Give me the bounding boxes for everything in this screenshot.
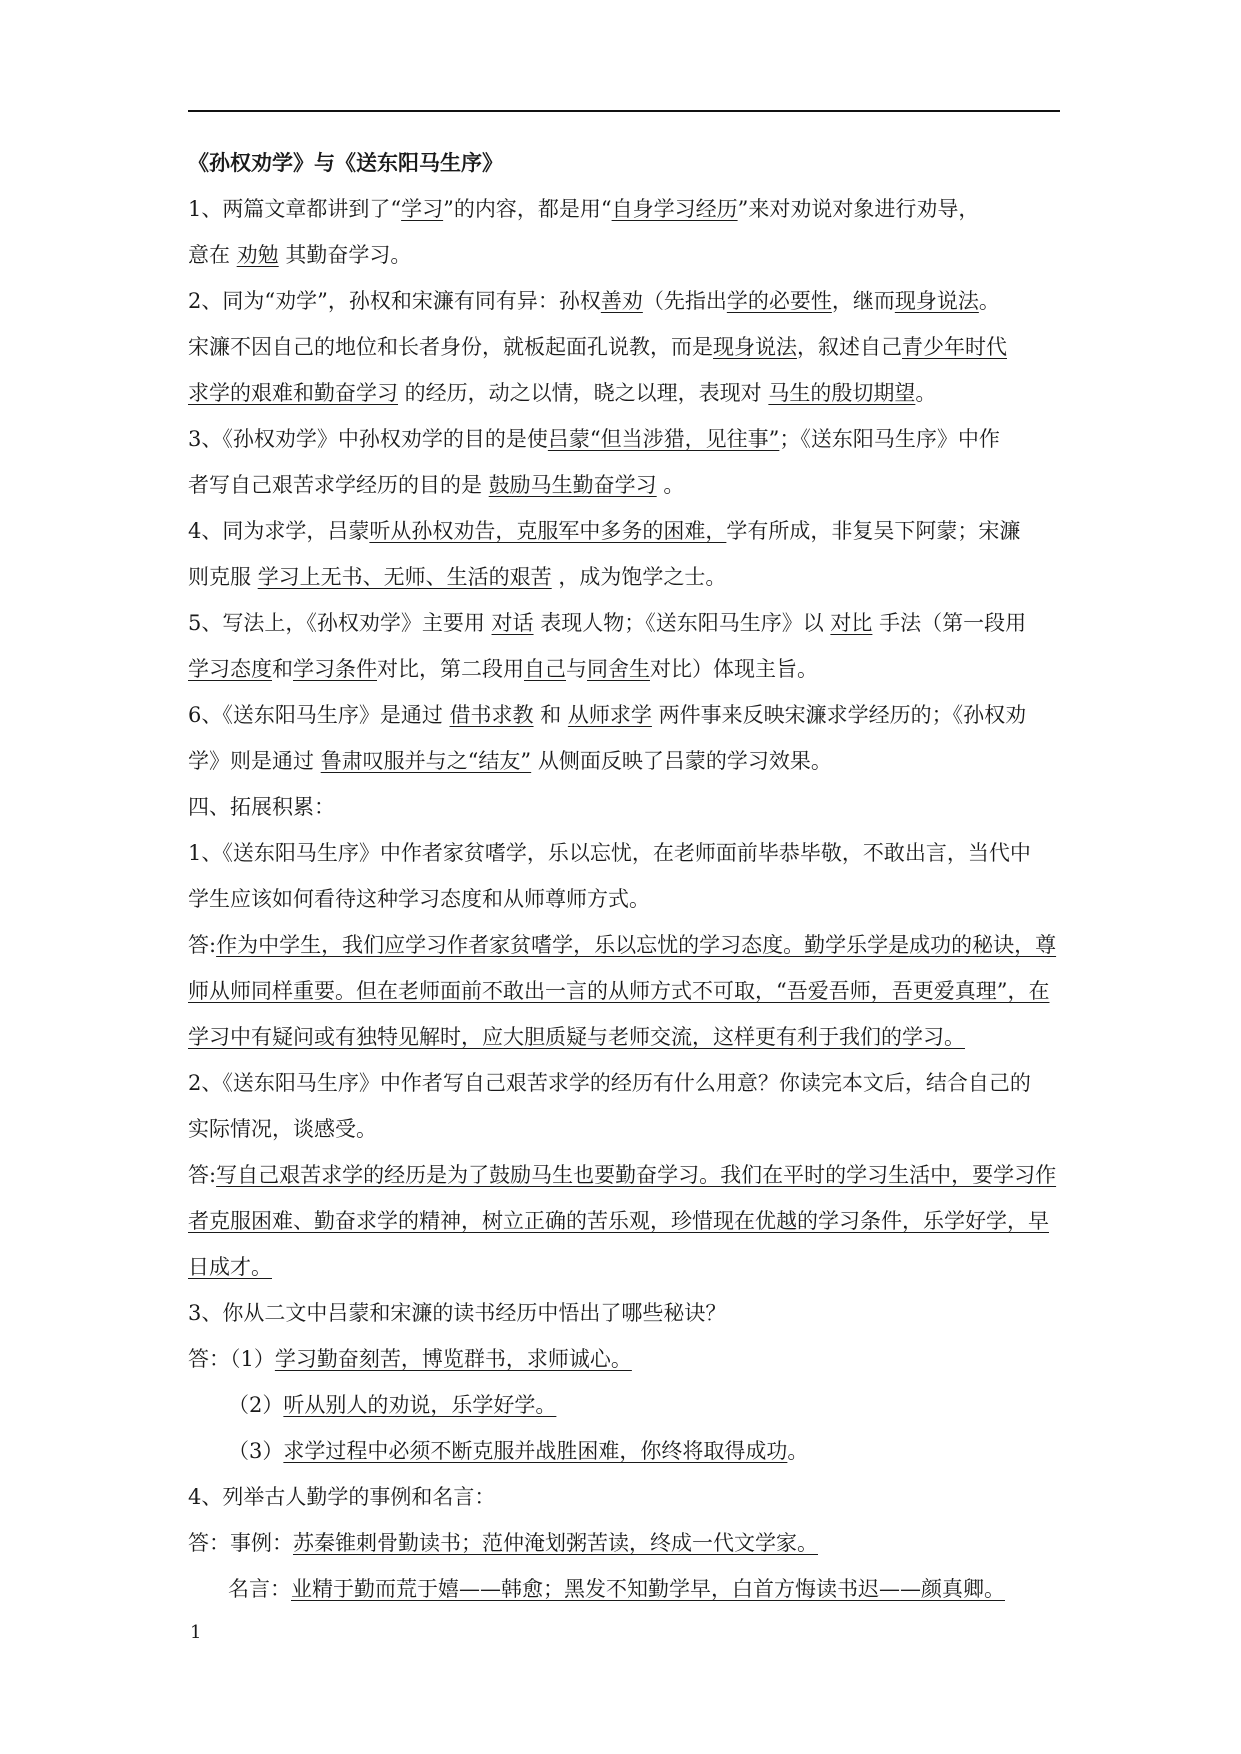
answer-3-item-2: （2）听从别人的劝说，乐学好学。 <box>228 1393 557 1417</box>
question-2-line-2: 实际情况，谈感受。 <box>188 1117 377 1141</box>
item-5-line-1: 5、写法上，《孙权劝学》主要用 对话 表现人物；《送东阳马生序》以 对比 手法（第一段用 <box>188 611 1027 635</box>
item-4-line-1: 4、同为求学，吕蒙听从孙权劝告，克服军中多务的困难，学有所成，非复吴下阿蒙；宋濂 <box>188 519 1021 543</box>
answer-prefix: 答: <box>188 933 217 957</box>
question-1-line-1: 1、《送东阳马生序》中作者家贫嗜学，乐以忘忧，在老师面前毕恭毕敬，不敢出言，当代中 <box>188 841 1031 865</box>
blank-answer: 劝勉 <box>236 243 279 267</box>
document-body <box>188 140 1068 1612</box>
item-6-line-1: 6、《送东阳马生序》是通过 借书求教 和 从师求学 两件事来反映宋濂求学经历的；《孙权劝 <box>188 703 1027 727</box>
blank-answer: 马生的殷切期望 <box>768 381 916 405</box>
blank-answer: 现身说法 <box>894 289 979 313</box>
blank-answer: 学的必要性 <box>726 289 832 313</box>
item-3-line-2: 者写自己艰苦求学经历的目的是 鼓励马生勤奋学习 。 <box>188 473 685 497</box>
item-2-line-3: 求学的艰难和勤奋学习 的经历，动之以情，晓之以理，表现对 马生的殷切期望。 <box>188 381 937 405</box>
answer-prefix: 答: <box>188 1163 217 1187</box>
answer-text: 听从别人的劝说，乐学好学。 <box>283 1393 557 1417</box>
answer-text: 写自己艰苦求学的经历是为了鼓励马生也要勤奋学习。我们在平时的学习生活中，要学习作者克服困难、勤奋求学的精神，树立正确的苦乐观，珍惜现在优越的学习条件，乐学好学，早日成才。 <box>188 1163 1057 1279</box>
blank-answer: 学习 <box>401 197 444 221</box>
blank-answer: 听从孙权劝告，克服军中多务的困难， <box>369 519 727 543</box>
blank-answer: 学习态度 <box>188 657 272 681</box>
answer-3-item-1: 答：（1）学习勤奋刻苦，博览群书，求师诚心。 <box>188 1347 632 1371</box>
document-title: 《孙权劝学》与《送东阳马生序》 <box>188 150 503 175</box>
answer-text: 苏秦锥刺骨勤读书；范仲淹划粥苦读，终成一代文学家。 <box>293 1531 818 1555</box>
answer-text: 业精于勤而荒于嬉——韩愈；黑发不知勤学早，白首方悔读书迟——颜真卿。 <box>291 1577 1005 1601</box>
blank-answer: 鼓励马生勤奋学习 <box>488 473 657 497</box>
header-rule <box>188 110 1060 112</box>
blank-answer: 鲁肃叹服并与之“结友” <box>320 749 532 773</box>
answer-3-item-3: （3）求学过程中必须不断克服并战胜困难，你终将取得成功。 <box>228 1439 809 1463</box>
answer-text: 作为中学生，我们应学习作者家贫嗜学，乐以忘忧的学习态度。勤学乐学是成功的秘诀，尊师从师同样重要。但在老师面前不敢出一言的从师方式不可取，“吾爱吾师，吾更爱真理”，在学习中有疑问或有独特见解时，应大胆质疑与老师交流，这样更有利于我们的学习。 <box>188 933 1057 1049</box>
page-number: 1 <box>190 1622 202 1643</box>
answer-1 <box>188 922 1068 1060</box>
answer-4-examples: 答：事例：苏秦锥刺骨勤读书；范仲淹划粥苦读，终成一代文学家。 <box>188 1531 818 1555</box>
item-6-line-2: 学》则是通过 鲁肃叹服并与之“结友” 从侧面反映了吕蒙的学习效果。 <box>188 749 832 773</box>
question-1-line-2: 学生应该如何看待这种学习态度和从师尊师方式。 <box>188 887 650 911</box>
blank-answer: 对比 <box>830 611 873 635</box>
answer-2 <box>188 1152 1068 1290</box>
blank-answer: 对话 <box>491 611 534 635</box>
answer-4-quotes: 名言：业精于勤而荒于嬉——韩愈；黑发不知勤学早，白首方悔读书迟——颜真卿。 <box>228 1577 1005 1601</box>
blank-answer: 自身学习经历 <box>611 197 738 221</box>
blank-answer: 吕蒙“但当涉猎，见往事” <box>547 427 780 451</box>
blank-answer: 同舍生 <box>587 657 650 681</box>
section-4-heading: 四、拓展积累： <box>188 795 335 819</box>
blank-answer: 学习上无书、无师、生活的艰苦 <box>257 565 552 589</box>
question-4: 4、列举古人勤学的事例和名言： <box>188 1485 496 1509</box>
item-2-line-1: 2、同为“劝学”，孙权和宋濂有同有异：孙权善劝（先指出学的必要性，继而现身说法。 <box>188 289 1000 313</box>
blank-answer: 学习条件 <box>293 657 377 681</box>
item-2-line-2: 宋濂不因自己的地位和长者身份，就板起面孔说教，而是现身说法，叙述自己青少年时代 <box>188 335 1007 359</box>
blank-answer: 从师求学 <box>567 703 652 727</box>
item-5-line-2: 学习态度和学习条件对比，第二段用自己与同舍生对比）体现主旨。 <box>188 657 818 681</box>
blank-answer: 青少年时代 <box>902 335 1007 359</box>
blank-answer: 求学的艰难和勤奋学习 <box>188 381 398 405</box>
item-1-line-1: 1、两篇文章都讲到了“学习”的内容，都是用“自身学习经历”来对劝说对象进行劝导， <box>188 197 980 221</box>
blank-answer: 借书求教 <box>449 703 534 727</box>
blank-answer: 自己 <box>524 657 566 681</box>
item-3-line-1: 3、《孙权劝学》中孙权劝学的目的是使吕蒙“但当涉猎，见往事”；《送东阳马生序》中作 <box>188 427 1000 451</box>
item-4-line-2: 则克服 学习上无书、无师、生活的艰苦 ，成为饱学之士。 <box>188 565 727 589</box>
blank-answer: 现身说法 <box>713 335 797 359</box>
answer-text: 求学过程中必须不断克服并战胜困难，你终将取得成功 <box>283 1439 788 1463</box>
question-3: 3、你从二文中吕蒙和宋濂的读书经历中悟出了哪些秘诀？ <box>188 1301 727 1325</box>
answer-text: 学习勤奋刻苦，博览群书，求师诚心。 <box>274 1347 632 1371</box>
blank-answer: 善劝 <box>600 289 643 313</box>
question-2-line-1: 2、《送东阳马生序》中作者写自己艰苦求学的经历有什么用意？你读完本文后，结合自己的 <box>188 1071 1031 1095</box>
item-1-line-2: 意在 劝勉 其勤奋学习。 <box>188 243 412 267</box>
